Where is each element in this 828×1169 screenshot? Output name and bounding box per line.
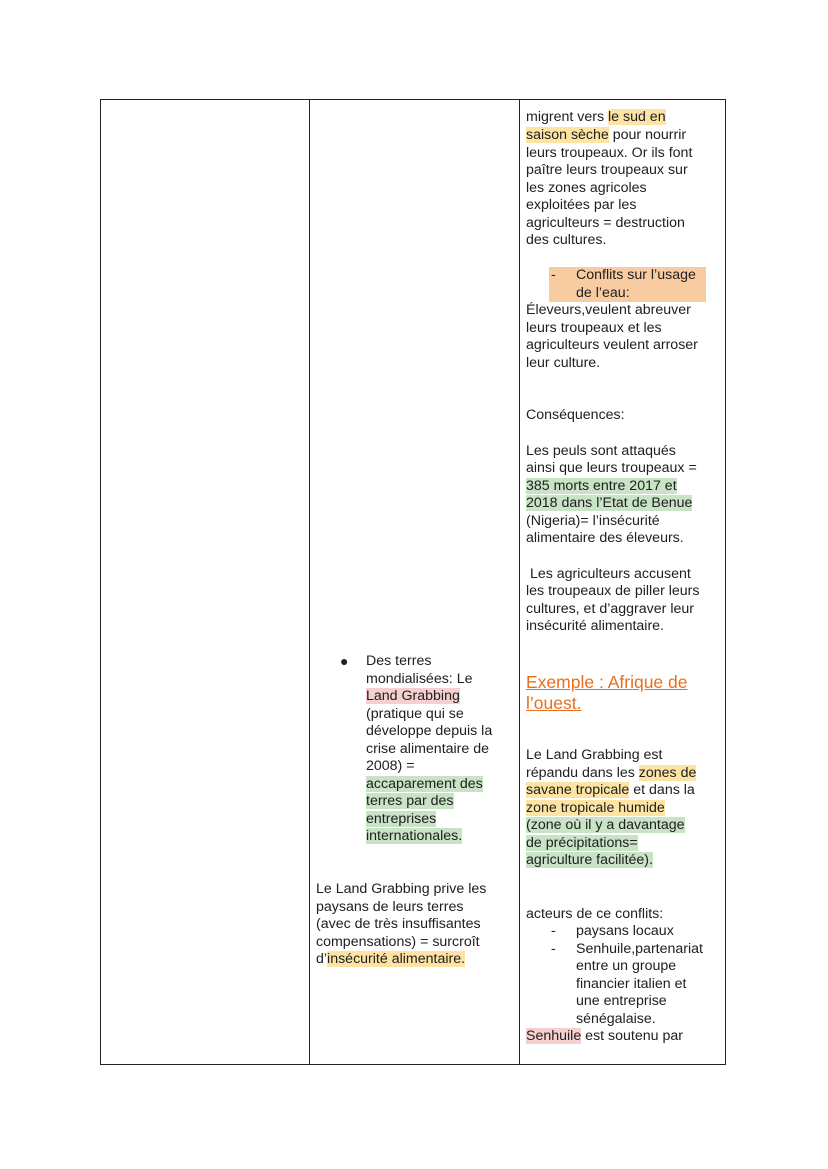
dash-marker: - (551, 941, 556, 957)
actors-title: acteurs de ce conflits: (526, 906, 664, 922)
actor-item: Senhuile,partenariat (576, 941, 703, 957)
example-title-link[interactable]: Exemple : Afrique de (526, 672, 688, 692)
dash-marker: - (551, 267, 556, 283)
conflict-water-title: Conflits sur l’usage (576, 267, 696, 283)
actor-item: paysans locaux (576, 923, 674, 939)
column-divider-2 (519, 100, 520, 1064)
dash-marker: - (551, 923, 556, 939)
consequences-title: Conséquences: (526, 407, 625, 423)
bullet-icon: ● (340, 653, 349, 669)
column-divider-1 (309, 100, 310, 1064)
